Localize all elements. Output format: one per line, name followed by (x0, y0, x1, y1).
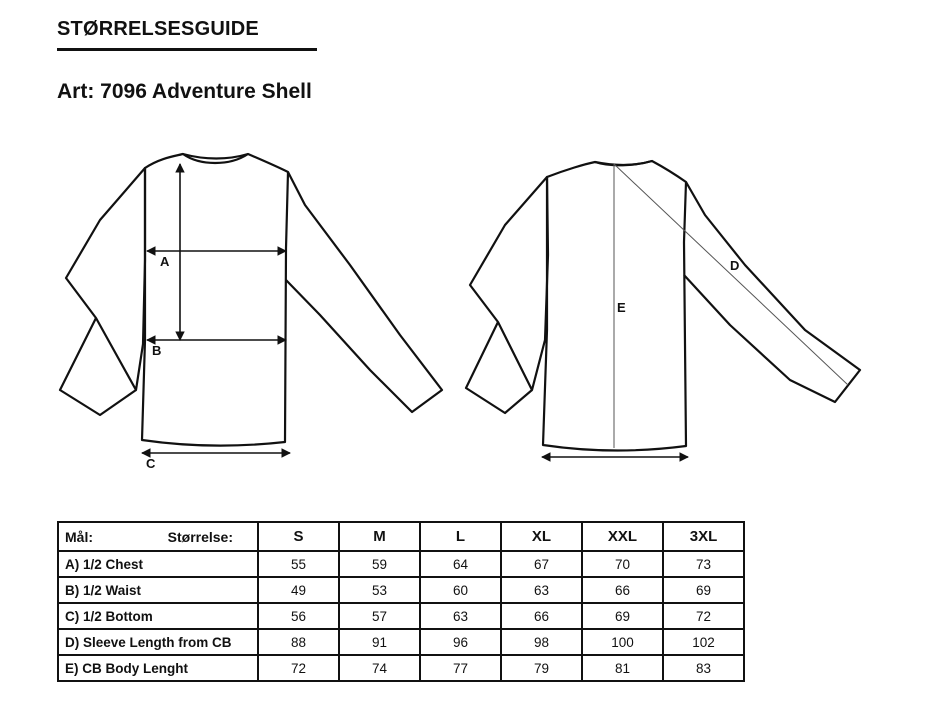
table-cell: 100 (582, 629, 663, 655)
table-cell: 83 (663, 655, 744, 681)
table-cell: 55 (258, 551, 339, 577)
size-table (57, 521, 745, 682)
table-cell: 79 (501, 655, 582, 681)
table-cell: 67 (501, 551, 582, 577)
front-right-sleeve (286, 172, 442, 412)
table-cell: 72 (663, 603, 744, 629)
back-view (466, 161, 860, 450)
table-cell: 66 (501, 603, 582, 629)
table-cell: 72 (258, 655, 339, 681)
back-right-sleeve (684, 182, 860, 402)
table-cell: 88 (258, 629, 339, 655)
article-title: Art: 7096 Adventure Shell (57, 80, 312, 103)
table-cell: 53 (339, 577, 420, 603)
back-measure-lines (614, 164, 848, 448)
table-row (58, 655, 744, 681)
size-s: S (258, 522, 339, 551)
table-cell: 49 (258, 577, 339, 603)
table-cell: 69 (582, 603, 663, 629)
table-cell: 74 (339, 655, 420, 681)
table-cell: 77 (420, 655, 501, 681)
table-cell: 91 (339, 629, 420, 655)
table-row (58, 577, 744, 603)
table-cell: 63 (501, 577, 582, 603)
table-cell: 69 (663, 577, 744, 603)
table-cell: 63 (420, 603, 501, 629)
table-cell: 102 (663, 629, 744, 655)
corner-cell (58, 522, 258, 551)
table-cell: 60 (420, 577, 501, 603)
table-cell: 98 (501, 629, 582, 655)
measure-d-line (614, 164, 848, 385)
row-label: D) Sleeve Length from CB (58, 629, 258, 655)
size-3xl: 3XL (663, 522, 744, 551)
table-cell: 73 (663, 551, 744, 577)
size-m: M (339, 522, 420, 551)
table-row (58, 603, 744, 629)
table-row (58, 551, 744, 577)
table-cell: 59 (339, 551, 420, 577)
table-row (58, 629, 744, 655)
label-b: B (152, 343, 162, 358)
label-d: D (730, 258, 740, 273)
size-xl: XL (501, 522, 582, 551)
page-title: STØRRELSESGUIDE (57, 18, 259, 40)
row-label: B) 1/2 Waist (58, 577, 258, 603)
table-cell: 56 (258, 603, 339, 629)
front-measure-lines (142, 164, 290, 453)
table-cell: 66 (582, 577, 663, 603)
measure-heading: Mål: (65, 528, 93, 545)
table-cell: 96 (420, 629, 501, 655)
label-e: E (617, 300, 626, 315)
table-cell: 64 (420, 551, 501, 577)
table-cell: 57 (339, 603, 420, 629)
size-heading: Størrelse: (167, 528, 233, 545)
row-label: E) CB Body Lenght (58, 655, 258, 681)
size-header-row (58, 522, 744, 551)
front-body-outline (142, 154, 288, 446)
size-l: L (420, 522, 501, 551)
size-xxl: XXL (582, 522, 663, 551)
table-cell: 70 (582, 551, 663, 577)
row-label: A) 1/2 Chest (58, 551, 258, 577)
front-view (60, 154, 442, 446)
row-label: C) 1/2 Bottom (58, 603, 258, 629)
table-cell: 81 (582, 655, 663, 681)
label-a: A (160, 254, 170, 269)
label-c: C (146, 456, 156, 471)
